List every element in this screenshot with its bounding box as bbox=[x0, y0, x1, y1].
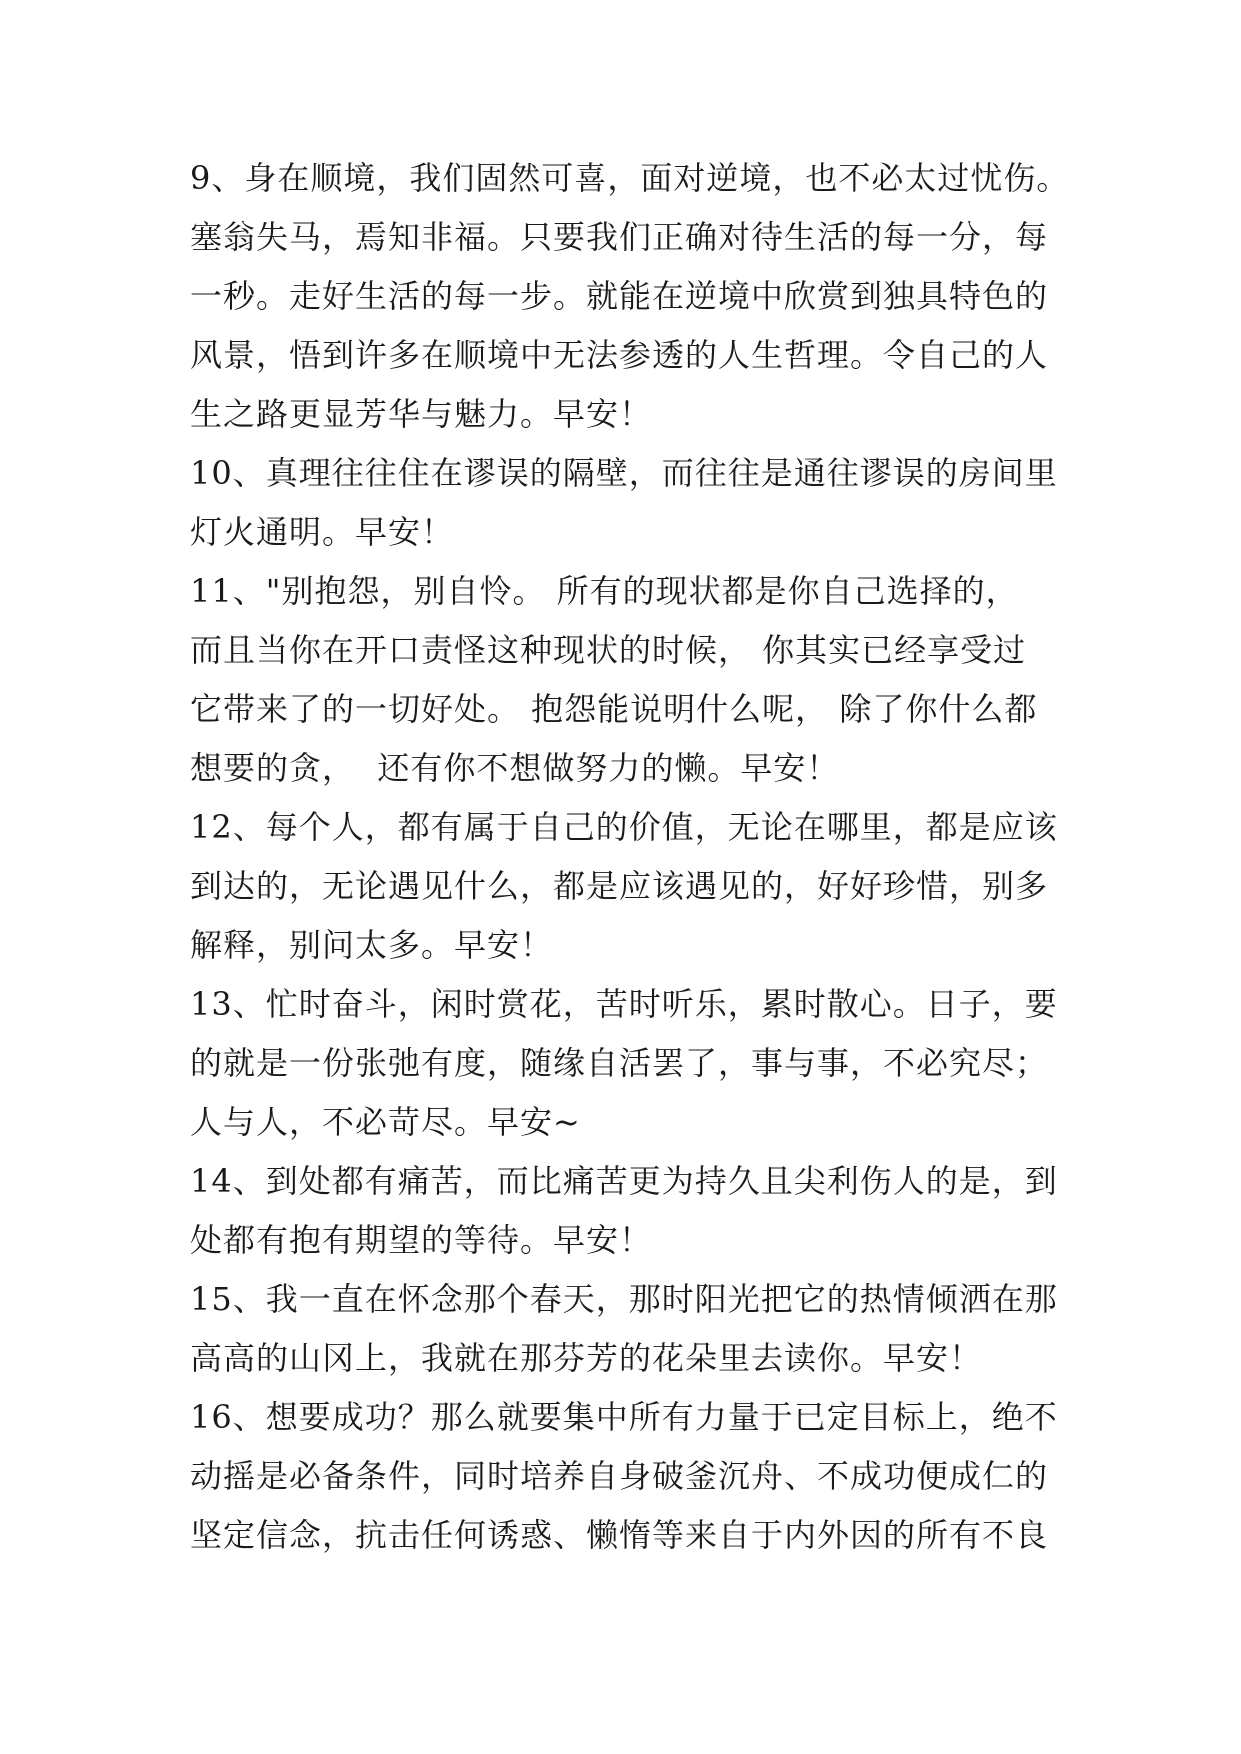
text-line-4: 风景，悟到许多在顺境中无法参透的人生哲理。令自己的人 bbox=[190, 336, 1049, 374]
body-text bbox=[190, 149, 1070, 1565]
text-line-6: 10、真理往往住在谬误的隔壁，而往往是通往谬误的房间里 bbox=[190, 454, 1058, 492]
text-line-24: 坚定信念，抗击任何诱惑、懒惰等来自于内外因的所有不良 bbox=[190, 1516, 1049, 1554]
text-line-14: 解释，别问太多。早安！ bbox=[190, 926, 554, 964]
text-line-17: 人与人，不必苛尽。早安~ bbox=[190, 1103, 581, 1141]
text-line-20: 15、我一直在怀念那个春天，那时阳光把它的热情倾洒在那 bbox=[190, 1280, 1058, 1318]
text-line-15: 13、忙时奋斗，闲时赏花，苦时听乐，累时散心。日子，要 bbox=[190, 985, 1058, 1023]
text-line-3: 一秒。走好生活的每一步。就能在逆境中欣赏到独具特色的 bbox=[190, 277, 1049, 315]
text-line-8: 11、"别抱怨，别自怜。 所有的现状都是你自己选择的， bbox=[190, 572, 1019, 610]
text-line-21: 高高的山冈上，我就在那芬芳的花朵里去读你。早安！ bbox=[190, 1339, 983, 1377]
text-line-19: 处都有抱有期望的等待。早安！ bbox=[190, 1221, 653, 1259]
text-line-9: 而且当你在开口责怪这种现状的时候， 你其实已经享受过 bbox=[190, 631, 1027, 669]
text-line-7: 灯火通明。早安！ bbox=[190, 513, 455, 551]
text-line-5: 生之路更显芳华与魅力。早安！ bbox=[190, 395, 653, 433]
text-line-22: 16、想要成功？那么就要集中所有力量于已定目标上，绝不 bbox=[190, 1398, 1058, 1436]
text-line-23: 动摇是必备条件，同时培养自身破釜沉舟、不成功便成仁的 bbox=[190, 1457, 1049, 1495]
text-line-12: 12、每个人，都有属于自己的价值，无论在哪里，都是应该 bbox=[190, 808, 1058, 846]
text-line-11: 想要的贪， 还有你不想做努力的懒。早安！ bbox=[190, 749, 840, 787]
text-line-13: 到达的，无论遇见什么，都是应该遇见的，好好珍惜，别多 bbox=[190, 867, 1049, 905]
text-line-18: 14、到处都有痛苦，而比痛苦更为持久且尖利伤人的是，到 bbox=[190, 1162, 1058, 1200]
text-line-10: 它带来了的一切好处。 抱怨能说明什么呢， 除了你什么都 bbox=[190, 690, 1038, 728]
text-line-2: 塞翁失马，焉知非福。只要我们正确对待生活的每一分，每 bbox=[190, 218, 1049, 256]
text-line-16: 的就是一份张弛有度，随缘自活罢了，事与事，不必究尽； bbox=[190, 1044, 1049, 1082]
text-line-1: 9、身在顺境，我们固然可喜，面对逆境，也不必太过忧伤。 bbox=[190, 159, 1070, 197]
